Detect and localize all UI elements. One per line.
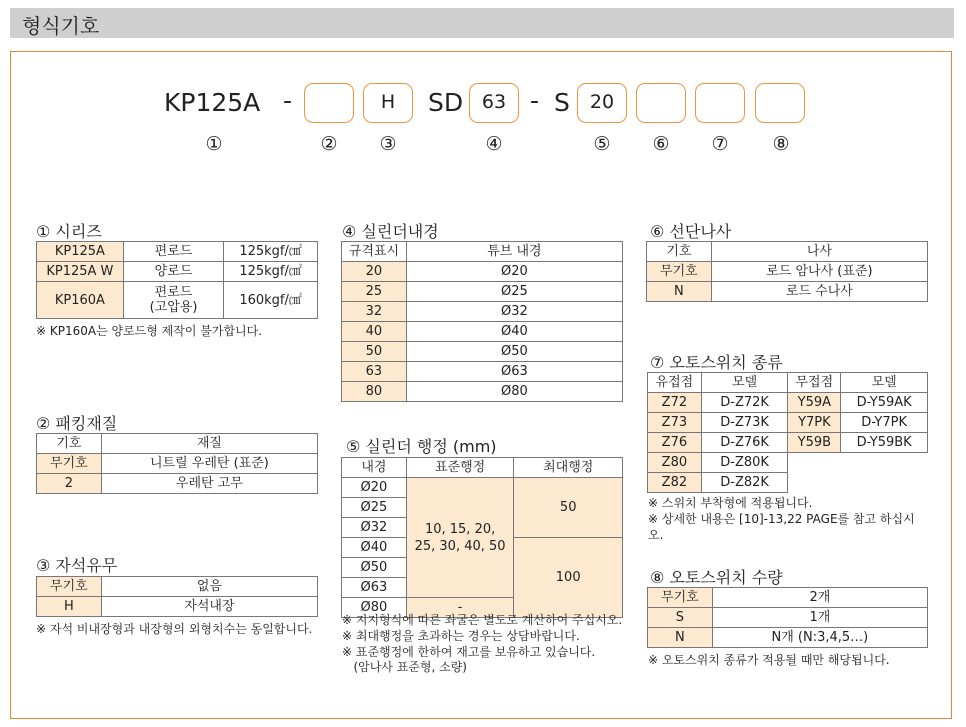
table-cell: D-Z80K [701, 453, 788, 473]
table-row [647, 262, 928, 282]
table-row [342, 342, 623, 362]
table-cell: 로드 수나사 [711, 282, 927, 302]
table-cell: 125kgf/㎠ [224, 262, 318, 282]
position-number: ⑧ [772, 133, 790, 155]
table-cell: N [648, 628, 713, 648]
code-box-rodend [636, 83, 686, 123]
table-cell: Ø50 [342, 558, 407, 578]
table-cell: 1개 [712, 608, 927, 628]
max-stroke-cell: 50 [514, 478, 623, 538]
table-header: 모델 [701, 373, 788, 393]
standard-stroke-cell: 10, 15, 20, 25, 30, 40, 50 [406, 478, 514, 598]
position-number: ② [320, 133, 338, 155]
table-header: 무접점 [788, 373, 841, 393]
table-header: 내경 [342, 458, 407, 478]
rodend-heading: ⑥ 선단나사 [650, 222, 732, 241]
bore-heading: ④ 실린더내경 [342, 222, 439, 241]
table-row [342, 478, 623, 498]
position-number: ① [205, 133, 223, 155]
stroke-heading: ⑤ 실린더 행정 (mm) [346, 437, 497, 456]
switch-type-table [647, 372, 928, 493]
table-cell: D-Z76K [701, 433, 788, 453]
table-cell: - [406, 598, 514, 618]
table-row [648, 588, 928, 608]
bore-table [341, 241, 623, 402]
table-cell: 없음 [101, 577, 317, 597]
table-cell: 40 [342, 322, 407, 342]
table-cell: 20 [342, 262, 407, 282]
empty-cell [788, 453, 841, 473]
table-cell: Ø25 [342, 498, 407, 518]
table-row [648, 453, 928, 473]
table-row [342, 458, 623, 478]
table-cell: Ø40 [406, 322, 622, 342]
code-box-packing [304, 83, 354, 123]
code-box-bore: 63 [469, 83, 519, 123]
table-row [37, 262, 318, 282]
table-cell: Ø32 [406, 302, 622, 322]
empty-cell [841, 453, 928, 473]
title-bar [10, 8, 954, 38]
table-row [648, 413, 928, 433]
table-cell: S [648, 608, 713, 628]
table-cell: D-Y7PK [841, 413, 928, 433]
table-cell: Ø80 [342, 598, 407, 618]
table-cell: Ø40 [342, 538, 407, 558]
table-row [342, 362, 623, 382]
table-cell: Y59A [788, 393, 841, 413]
table-cell: 자석내장 [101, 597, 317, 617]
model-sd: SD [428, 88, 464, 117]
table-cell: Ø32 [342, 518, 407, 538]
table-cell: 편로드 [123, 242, 223, 262]
table-header: 기호 [647, 242, 712, 262]
table-row [37, 474, 318, 494]
table-cell: KP125A W [37, 262, 124, 282]
table-cell: N개 (N:3,4,5…) [712, 628, 927, 648]
table-cell: H [37, 597, 102, 617]
table-row [648, 473, 928, 493]
rodend-table [646, 241, 928, 302]
table-row [648, 608, 928, 628]
empty-cell [788, 473, 841, 493]
table-cell: 2개 [712, 588, 927, 608]
table-header: 표준행정 [406, 458, 514, 478]
position-number: ③ [379, 133, 397, 155]
stroke-table [341, 457, 623, 618]
table-cell: Y7PK [788, 413, 841, 433]
table-header: 나사 [711, 242, 927, 262]
table-row [648, 433, 928, 453]
table-cell: Ø50 [406, 342, 622, 362]
table-cell: 63 [342, 362, 407, 382]
table-row [647, 282, 928, 302]
table-cell: 2 [37, 474, 102, 494]
table-cell: D-Y59BK [841, 433, 928, 453]
packing-table [36, 433, 318, 494]
magnet-table [36, 576, 318, 617]
table-row [648, 373, 928, 393]
table-row [648, 628, 928, 648]
series-table [36, 241, 318, 319]
table-cell: 80 [342, 382, 407, 402]
table-header: 모델 [841, 373, 928, 393]
series-heading: ① 시리즈 [36, 222, 102, 241]
table-row [37, 434, 318, 454]
table-row [37, 242, 318, 262]
table-row [342, 322, 623, 342]
table-header: 튜브 내경 [406, 242, 622, 262]
stroke-note: ※ 지지형식에 따른 좌굴은 별도로 계산하여 주십시오. [342, 613, 623, 627]
model-dash-2: - [530, 86, 540, 115]
table-cell: 50 [342, 342, 407, 362]
switch-type-note: ※ 스위치 부착형에 적용됩니다. [648, 496, 813, 510]
code-box-switch-type [695, 83, 745, 123]
code-box-switch-qty [755, 83, 805, 123]
table-cell: KP125A [37, 242, 124, 262]
table-cell: D-Z73K [701, 413, 788, 433]
model-dash-1: - [283, 86, 293, 115]
table-cell: 25 [342, 282, 407, 302]
table-row [647, 242, 928, 262]
table-cell: Z73 [648, 413, 702, 433]
page-title: 형식기호 [22, 14, 100, 38]
table-cell: KP160A [37, 282, 124, 319]
table-cell: 양로드 [123, 262, 223, 282]
series-note: ※ KP160A는 양로드형 제작이 불가합니다. [36, 324, 263, 338]
switch-type-heading: ⑦ 오토스위치 종류 [650, 353, 783, 372]
table-row [37, 454, 318, 474]
model-prefix: KP125A [164, 88, 261, 117]
stroke-note: ※ 표준행정에 한하여 재고를 보유하고 있습니다. [342, 645, 596, 659]
table-cell: Ø25 [406, 282, 622, 302]
table-cell: 우레탄 고무 [101, 474, 317, 494]
position-number: ⑤ [593, 133, 611, 155]
stroke-note: (암나사 표준형, 소량) [342, 660, 467, 674]
table-cell: Z76 [648, 433, 702, 453]
table-header: 재질 [101, 434, 317, 454]
table-cell: 니트릴 우레탄 (표준) [101, 454, 317, 474]
table-cell: D-Z72K [701, 393, 788, 413]
table-cell: 로드 암나사 (표준) [711, 262, 927, 282]
table-cell: Ø63 [342, 578, 407, 598]
table-header: 최대행정 [514, 458, 623, 478]
table-row [37, 577, 318, 597]
table-cell: N [647, 282, 712, 302]
position-number: ④ [485, 133, 503, 155]
table-row [648, 393, 928, 413]
code-box-stroke: 20 [577, 83, 627, 123]
table-cell: Ø20 [342, 478, 407, 498]
table-header: 기호 [37, 434, 102, 454]
table-row [37, 282, 318, 319]
table-row [342, 302, 623, 322]
table-cell: Ø20 [406, 262, 622, 282]
table-cell: Ø80 [406, 382, 622, 402]
packing-heading: ② 패킹재질 [36, 414, 118, 433]
position-number: ⑥ [652, 133, 670, 155]
table-row [342, 282, 623, 302]
table-row [342, 242, 623, 262]
magnet-heading: ③ 자석유무 [36, 556, 118, 575]
table-row [37, 597, 318, 617]
table-cell: 편로드 (고압용) [123, 282, 223, 319]
table-row [342, 382, 623, 402]
code-box-magnet: H [363, 83, 413, 123]
max-stroke-cell: 100 [514, 538, 623, 618]
table-cell: 무기호 [37, 577, 102, 597]
table-cell: D-Z82K [701, 473, 788, 493]
switch-type-note: ※ 상세한 내용은 [10]-13,22 PAGE를 참고 하십시 [648, 512, 915, 526]
model-s: S [554, 88, 570, 117]
table-cell: 32 [342, 302, 407, 322]
table-cell: 무기호 [647, 262, 712, 282]
switch-type-note: 오. [648, 528, 664, 542]
table-cell: Z72 [648, 393, 702, 413]
table-cell: 무기호 [37, 454, 102, 474]
table-header: 유접점 [648, 373, 702, 393]
table-cell: Ø63 [406, 362, 622, 382]
table-cell: Y59B [788, 433, 841, 453]
stroke-note: ※ 최대행정을 초과하는 경우는 상담바랍니다. [342, 629, 580, 643]
table-cell: Z80 [648, 453, 702, 473]
table-cell: 160kgf/㎠ [224, 282, 318, 319]
position-number: ⑦ [711, 133, 729, 155]
table-cell: 125kgf/㎠ [224, 242, 318, 262]
empty-cell [841, 473, 928, 493]
switch-qty-table [647, 587, 928, 648]
switch-qty-heading: ⑧ 오토스위치 수량 [650, 568, 783, 587]
table-cell: Z82 [648, 473, 702, 493]
switch-qty-note: ※ 오토스위치 종류가 적용될 때만 해당됩니다. [648, 653, 890, 667]
table-cell: D-Y59AK [841, 393, 928, 413]
table-header: 규격표시 [342, 242, 407, 262]
magnet-note: ※ 자석 비내장형과 내장형의 외형치수는 동일합니다. [36, 622, 313, 636]
table-cell: 무기호 [648, 588, 713, 608]
table-row [342, 262, 623, 282]
